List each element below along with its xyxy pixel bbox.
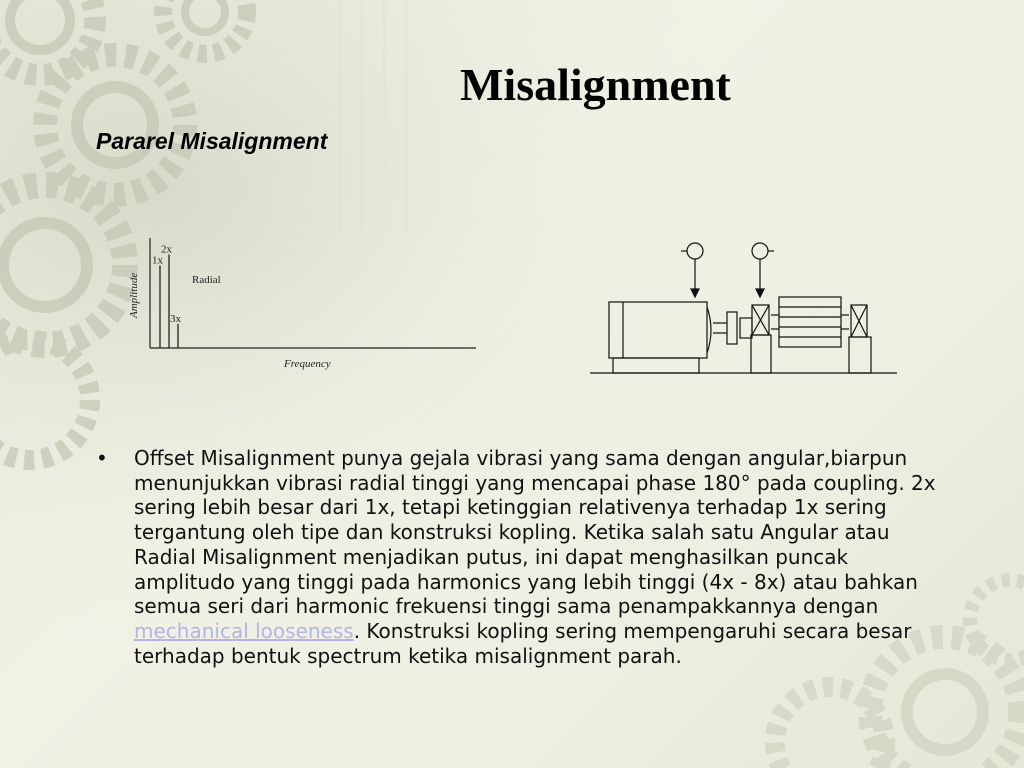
spectrum-y-axis-label: Amplitude [128, 272, 140, 318]
bullet-text-part-1: Offset Misalignment punya gejala vibrasi yang sama dengan angular,biarpun menunjukkan vibrasi radial tinggi yang mencapai phase 180° pada coupling. 2x sering lebih besar dari 1x, tetapi ketinggian relativenya terhadap 1x sering tergantung oleh tipe dan konstruksi kopling. Ketika salah satu Angular atau Radial Misalignment menjadikan putus, ini dapat menghasilkan puncak amplitudo yang tinggi pada harmonics yang lebih tinggi (4x - 8x) atau bahkan semua seri dari harmonic frekuensi tinggi sama penampakkannya dengan [134, 446, 936, 619]
bullet-text-part-2: . Konstruksi kopling sering mempengaruhi secara besar terhadap bentuk spectrum ketika misalignment parah. [134, 618, 912, 668]
coupling [727, 312, 737, 344]
spectrum-peak-label-3x: 3x [170, 312, 181, 325]
spectrum-x-axis-label: Frequency [284, 358, 331, 370]
driven-machine [779, 297, 841, 347]
slide-subtitle: Pararel Misalignment [96, 128, 328, 154]
spectrum-direction-label: Radial [192, 274, 221, 286]
motor-foot [613, 358, 699, 373]
spectrum-peaks [152, 244, 182, 349]
machine-diagram [585, 235, 905, 380]
sensor-probe-2 [752, 243, 768, 259]
bullet-paragraph [134, 446, 954, 668]
spectrum-peak-label-2x: 2x [161, 243, 172, 256]
motor-body [609, 302, 707, 358]
mechanical-looseness-link[interactable]: mechanical looseness [134, 618, 354, 643]
spectrum-figure [120, 230, 490, 380]
bullet-marker: • [96, 446, 108, 470]
spectrum-peak-label-1x: 1x [152, 254, 163, 267]
sensor-probe-1 [687, 243, 703, 259]
slide-title: Misalignment [460, 59, 731, 110]
